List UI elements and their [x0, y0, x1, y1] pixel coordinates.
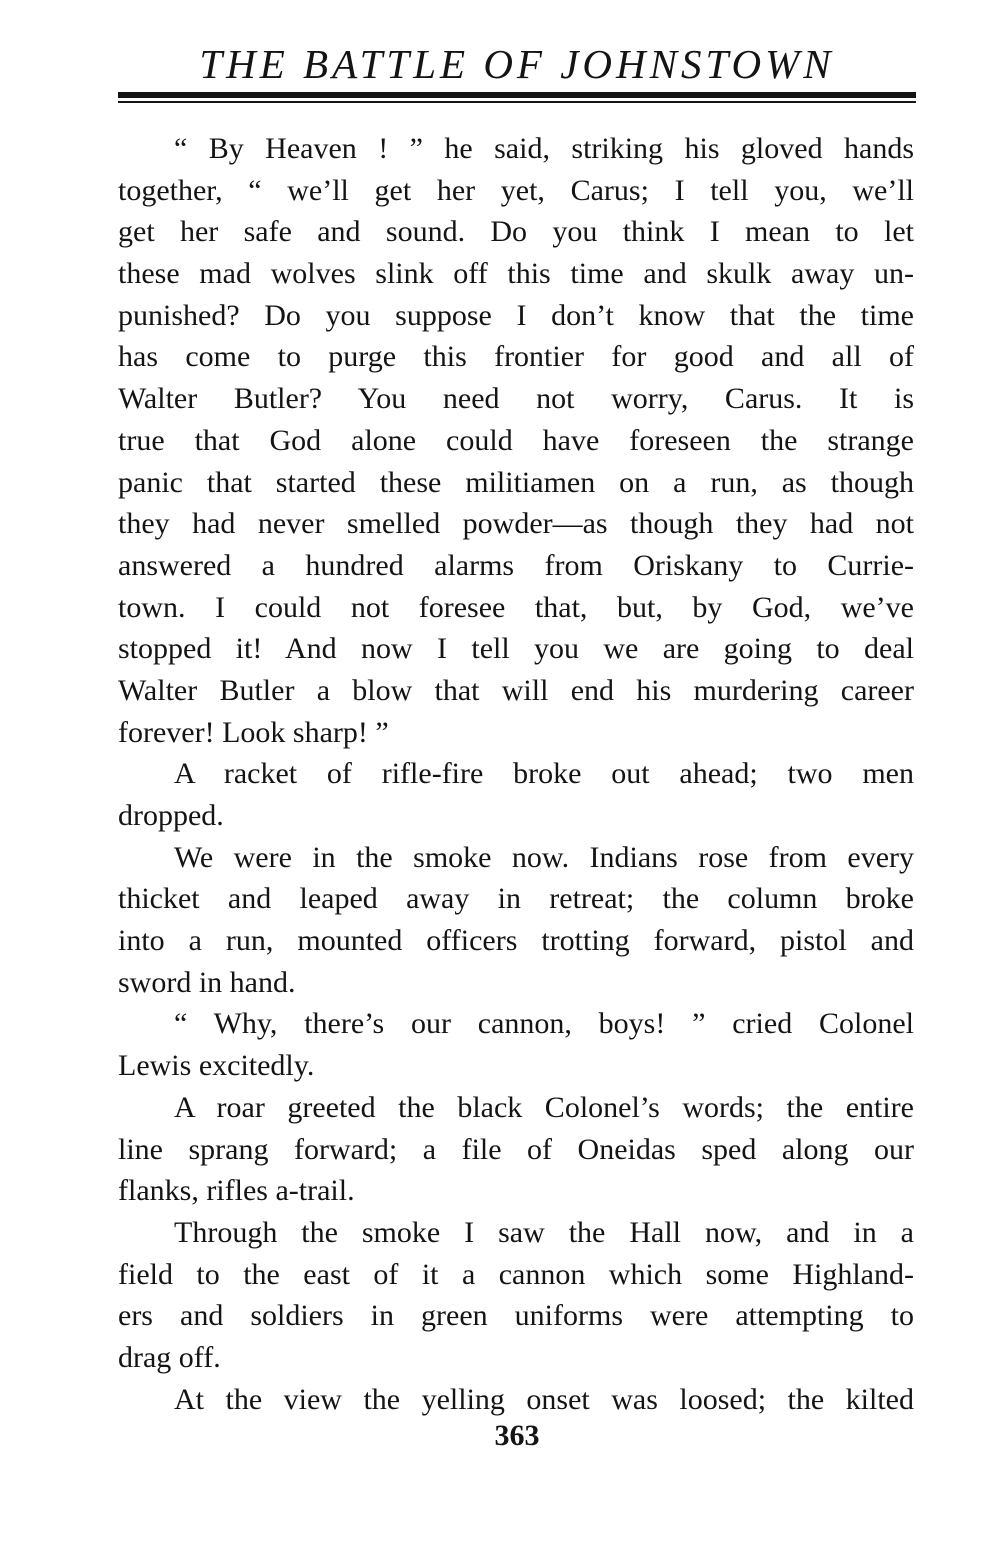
- text-line: town. I could not foresee that, but, by God, we’ve: [118, 590, 914, 624]
- text-line: field to the east of it a cannon which some Highland-: [118, 1257, 914, 1291]
- text-line: ers and soldiers in green uniforms were attempting to: [118, 1299, 914, 1333]
- text-line: answered a hundred alarms from Oriskany to Currie-: [118, 548, 914, 582]
- text-line: A racket of rifle-fire broke out ahead; two men: [174, 757, 914, 791]
- text-line: together, “ we’ll get her yet, Carus; I tell you, we’ll: [118, 173, 914, 207]
- text-line: flanks, rifles a-trail.: [118, 1174, 355, 1208]
- page-number: 363: [494, 1419, 540, 1452]
- body-text: [118, 128, 914, 1420]
- text-line: punished? Do you suppose I don’t know that the time: [118, 298, 914, 332]
- text-line: forever! Look sharp! ”: [118, 715, 389, 749]
- text-line: they had never smelled powder—as though they had not: [118, 507, 914, 541]
- text-line: get her safe and sound. Do you think I mean to let: [118, 215, 914, 249]
- text-line: We were in the smoke now. Indians rose from every: [174, 840, 914, 874]
- text-line: dropped.: [118, 799, 224, 832]
- text-line: Walter Butler a blow that will end his murdering career: [118, 673, 914, 707]
- header-rule-thin: [118, 101, 916, 103]
- text-line: drag off.: [118, 1340, 221, 1374]
- text-line: true that God alone could have foreseen the strange: [118, 423, 914, 457]
- text-line: sword in hand.: [118, 965, 296, 999]
- running-head-title: THE BATTLE OF JOHNSTOWN: [199, 41, 835, 87]
- text-line: Walter Butler? You need not worry, Carus. It is: [118, 382, 914, 416]
- text-line: panic that started these militiamen on a run, as though: [118, 465, 914, 499]
- text-line: line sprang forward; a file of Oneidas sped along our: [118, 1132, 914, 1166]
- header-rule-thick: [118, 92, 916, 98]
- text-line: into a run, mounted officers trotting forward, pistol and: [118, 924, 914, 958]
- text-line: At the view the yelling onset was loosed; the kilted: [174, 1382, 914, 1416]
- text-line: has come to purge this frontier for good and all of: [118, 340, 914, 374]
- text-line: “ By Heaven ! ” he said, striking his gloved hands: [174, 132, 914, 165]
- text-line: Lewis excitedly.: [118, 1049, 315, 1083]
- text-line: “ Why, there’s our cannon, boys! ” cried Colonel: [174, 1007, 914, 1041]
- text-line: thicket and leaped away in retreat; the column broke: [118, 882, 914, 916]
- text-line: Through the smoke I saw the Hall now, and in a: [174, 1215, 914, 1249]
- text-line: these mad wolves slink off this time and skulk away un-: [118, 257, 914, 291]
- text-line: A roar greeted the black Colonel’s words; the entire: [174, 1090, 914, 1124]
- text-line: stopped it! And now I tell you we are going to deal: [118, 632, 914, 666]
